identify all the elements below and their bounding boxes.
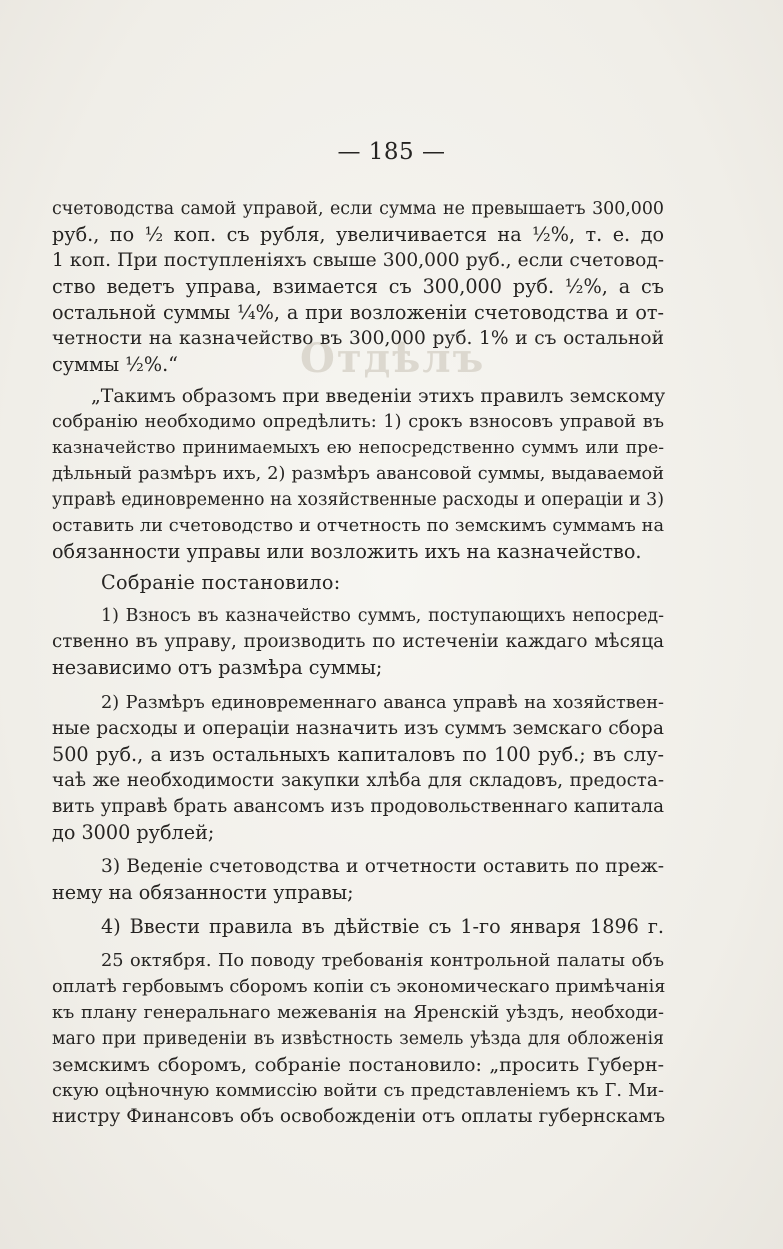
text-line: къ плану генеральнаго межеванія на Яренскій уѣздъ, необходи- (52, 1003, 664, 1023)
text-line: независимо отъ размѣра суммы; (52, 656, 383, 679)
text-line: вить управѣ брать авансомъ изъ продовольственнаго капитала (52, 796, 664, 817)
text-line: оплатѣ гербовымъ сборомъ копіи съ экономическаго примѣчанія (52, 977, 666, 997)
text-line: ство ведетъ управа, взимается съ 300,000 руб. ½%, а съ (52, 275, 664, 298)
text-line: обязанности управы или возложить ихъ на казначейство. (52, 540, 642, 563)
text-line: счетоводства самой управой, если сумма не превышаетъ 300,000 (52, 199, 664, 219)
text-line: руб., по ½ коп. съ рубля, увеличивается на ½%, т. е. до (52, 223, 664, 246)
text-line: до 3000 рублей; (52, 821, 215, 844)
text-line: остальной суммы ¼%, а при возложеніи счетоводства и от- (52, 301, 664, 324)
text-line: скую оцѣночную коммиссію войти съ представленіемъ къ Г. Ми- (52, 1081, 664, 1101)
paragraph-start: 1) Взносъ въ казначейство суммъ, поступающихъ непосред- (101, 606, 664, 626)
text-line: управѣ единовременно на хозяйственные расходы и операціи и 3) (52, 490, 664, 510)
text-line: земскимъ сборомъ, собраніе постановило: „просить Губерн- (52, 1054, 664, 1076)
text-line: нему на обязанности управы; (52, 881, 354, 904)
text-line: четности на казначейство въ 300,000 руб. 1% и съ остальной (52, 328, 664, 349)
text-line: ственно въ управу, производить по истеченіи каждаго мѣсяца (52, 631, 664, 652)
paragraph-start: 25 октября. По поводу требованія контрольной палаты объ (101, 951, 664, 971)
page-number: — 185 — (337, 139, 446, 165)
text-line: ные расходы и операціи назначить изъ суммъ земскаго сбора (52, 718, 664, 739)
text-line: собранію необходимо опредѣлить: 1) срокъ взносовъ управой въ (52, 412, 664, 432)
text-line: 1 коп. При поступленіяхъ свыше 300,000 руб., если счетовод- (52, 250, 664, 271)
text-line: оставить ли счетоводство и отчетность по земскимъ суммамъ на (52, 516, 664, 536)
text-line: нистру Финансовъ объ освобожденіи отъ оплаты губернскамъ (52, 1106, 666, 1127)
paragraph-start: 3) Веденіе счетоводства и отчетности оставить по преж- (101, 856, 664, 877)
paragraph-start: „Такимъ образомъ при введеніи этихъ правилъ земскому (91, 385, 666, 407)
resolution-heading: Собраніе постановило: (101, 571, 341, 594)
paragraph-start: 4) Ввести правила въ дѣйствіе съ 1-го января 1896 г. (101, 915, 664, 938)
text-line: дѣльный размѣръ ихъ, 2) размѣръ авансовой суммы, выдаваемой (52, 464, 664, 484)
text-line: 500 руб., а изъ остальныхъ капиталовъ по 100 руб.; въ слу- (52, 743, 664, 766)
text-line: чаѣ же необходимости закупки хлѣба для складовъ, предоста- (52, 770, 664, 791)
paragraph-start: 2) Размѣръ единовременнаго аванса управѣ на хозяйствен- (101, 693, 664, 713)
text-line: казначейство принимаемыхъ ею непосредственно суммъ или пре- (52, 438, 664, 458)
text-line: суммы ½%.“ (52, 353, 178, 376)
text-line: маго при приведеніи въ извѣстность земель уѣзда для обложенія (52, 1029, 664, 1049)
show-through-text: Отдѣлъ (300, 335, 486, 382)
